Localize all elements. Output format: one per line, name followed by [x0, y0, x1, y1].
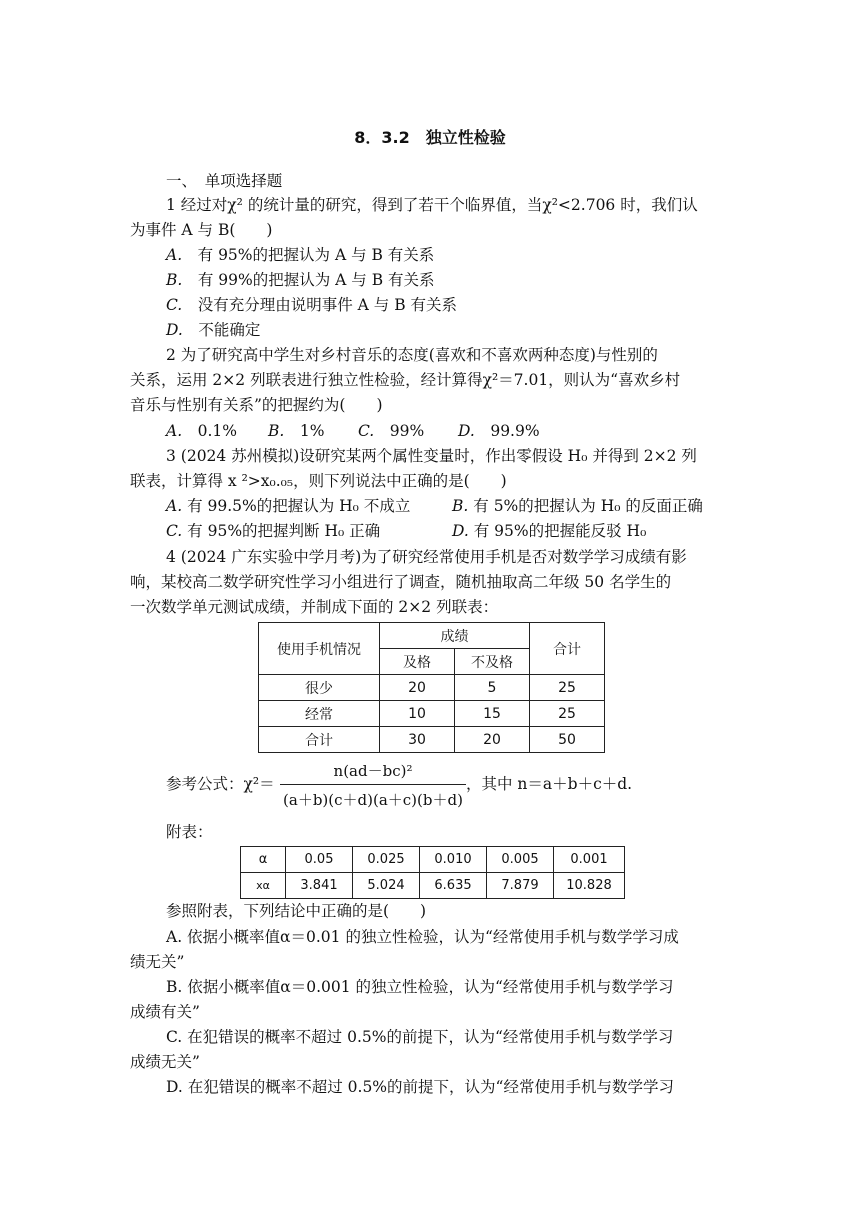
q3-option-c: C. 有 95%的把握判断 H₀ 正确	[166, 522, 381, 540]
table-cell: 0.05	[286, 847, 353, 873]
table-cell: 50	[530, 727, 605, 753]
q4-option-c-line2: 成绩无关”	[130, 1053, 200, 1071]
q2-option-c: C. 99%	[358, 422, 425, 440]
q3-option-b: B. 有 5%的把握认为 H₀ 的反面正确	[452, 497, 703, 515]
q4-option-d-line1: D. 在犯错误的概率不超过 0.5%的前提下，认为“经常使用手机与数学学习	[166, 1078, 674, 1096]
page-title: 8．3.2 独立性检验	[354, 128, 506, 147]
formula-tail: ，其中 n＝a＋b＋c＋d.	[466, 775, 633, 793]
table-cell: 5	[455, 675, 530, 701]
table-header-grade: 成绩	[380, 623, 530, 649]
fraction-bar	[280, 784, 466, 785]
table-row	[259, 701, 605, 727]
table-cell: 6.635	[420, 873, 487, 899]
formula-denominator: (a＋b)(c＋d)(a＋c)(b＋d)	[283, 791, 463, 809]
table-cell: 20	[455, 727, 530, 753]
table-cell: 10	[380, 701, 455, 727]
q4-prompt: 参照附表，下列结论中正确的是( )	[166, 902, 427, 920]
table-cell: 0.001	[554, 847, 625, 873]
q4-option-b-line1: B. 依据小概率值α＝0.001 的独立性检验，认为“经常使用手机与数学学习	[166, 978, 674, 996]
table-header-pass: 及格	[380, 649, 455, 675]
formula-numerator: n(ad－bc)²	[333, 762, 413, 780]
table-cell: 10.828	[554, 873, 625, 899]
table-cell: 25	[530, 701, 605, 727]
table-cell: 0.025	[353, 847, 420, 873]
table-cell: α	[241, 847, 286, 873]
section-heading: 一、 单项选择题	[166, 172, 283, 190]
table-row	[259, 675, 605, 701]
q4-option-a-line2: 绩无关”	[130, 953, 185, 971]
table-cell: 0.005	[487, 847, 554, 873]
table-cell: xα	[241, 873, 286, 899]
table-cell: 经常	[259, 701, 380, 727]
table-cell: 很少	[259, 675, 380, 701]
contingency-table	[258, 622, 605, 753]
table-cell: 5.024	[353, 873, 420, 899]
q1-option-c: C. 没有充分理由说明事件 A 与 B 有关系	[166, 296, 458, 314]
q2-option-a: A. 0.1%	[166, 422, 238, 440]
q4-stem-line1: 4 (2024 广东实验中学月考)为了研究经常使用手机是否对数学学习成绩有影	[166, 548, 687, 566]
q1-stem-line2: 为事件 A 与 B( )	[130, 221, 273, 239]
q4-stem-line3: 一次数学单元测试成绩，并制成下面的 2×2 列联表：	[130, 598, 499, 616]
q2-option-b: B. 1%	[268, 422, 325, 440]
table-cell: 25	[530, 675, 605, 701]
table-header-total: 合计	[530, 623, 605, 675]
table-cell: 0.010	[420, 847, 487, 873]
q1-option-a: A. 有 95%的把握认为 A 与 B 有关系	[166, 246, 435, 264]
q3-option-a: A. 有 99.5%的把握认为 H₀ 不成立	[166, 497, 411, 515]
q1-option-b: B. 有 99%的把握认为 A 与 B 有关系	[166, 271, 435, 289]
table-header-usage: 使用手机情况	[259, 623, 380, 675]
table-cell: 30	[380, 727, 455, 753]
q3-stem-line1: 3 (2024 苏州模拟)设研究某两个属性变量时，作出零假设 H₀ 并得到 2×2 列	[166, 447, 697, 465]
table-row	[259, 727, 605, 753]
q4-option-a-line1: A. 依据小概率值α＝0.01 的独立性检验，认为“经常使用手机与数学学习成	[166, 928, 679, 946]
q3-stem-line2: 联表，计算得 x ²>x₀.₀₅，则下列说法中正确的是( )	[130, 472, 507, 490]
q2-stem-line2: 关系，运用 2×2 列联表进行独立性检验，经计算得χ²＝7.01，则认为“喜欢乡村	[130, 371, 681, 389]
table-cell: 合计	[259, 727, 380, 753]
table-cell: 7.879	[487, 873, 554, 899]
q1-option-d: D. 不能确定	[166, 321, 261, 339]
table-row	[241, 847, 625, 873]
table-header-fail: 不及格	[455, 649, 530, 675]
table-cell: 20	[380, 675, 455, 701]
q4-stem-line2: 响，某校高二数学研究性学习小组进行了调查，随机抽取高二年级 50 名学生的	[130, 573, 672, 591]
q1-stem-line1: 1 经过对χ² 的统计量的研究，得到了若干个临界值，当χ²<2.706 时，我们认	[166, 196, 698, 214]
q4-option-b-line2: 成绩有关”	[130, 1003, 200, 1021]
q2-option-d: D. 99.9%	[458, 422, 540, 440]
formula-label: 参考公式：χ²＝	[166, 775, 275, 793]
appendix-label: 附表：	[166, 823, 213, 841]
critical-value-table	[240, 846, 625, 899]
table-row	[241, 873, 625, 899]
q2-stem-line1: 2 为了研究高中学生对乡村音乐的态度(喜欢和不喜欢两种态度)与性别的	[166, 346, 658, 364]
table-cell: 3.841	[286, 873, 353, 899]
table-cell: 15	[455, 701, 530, 727]
q3-option-d: D. 有 95%的把握能反驳 H₀	[452, 522, 647, 540]
q4-option-c-line1: C. 在犯错误的概率不超过 0.5%的前提下，认为“经常使用手机与数学学习	[166, 1028, 674, 1046]
q2-stem-line3: 音乐与性别有关系”的把握约为( )	[130, 396, 383, 414]
